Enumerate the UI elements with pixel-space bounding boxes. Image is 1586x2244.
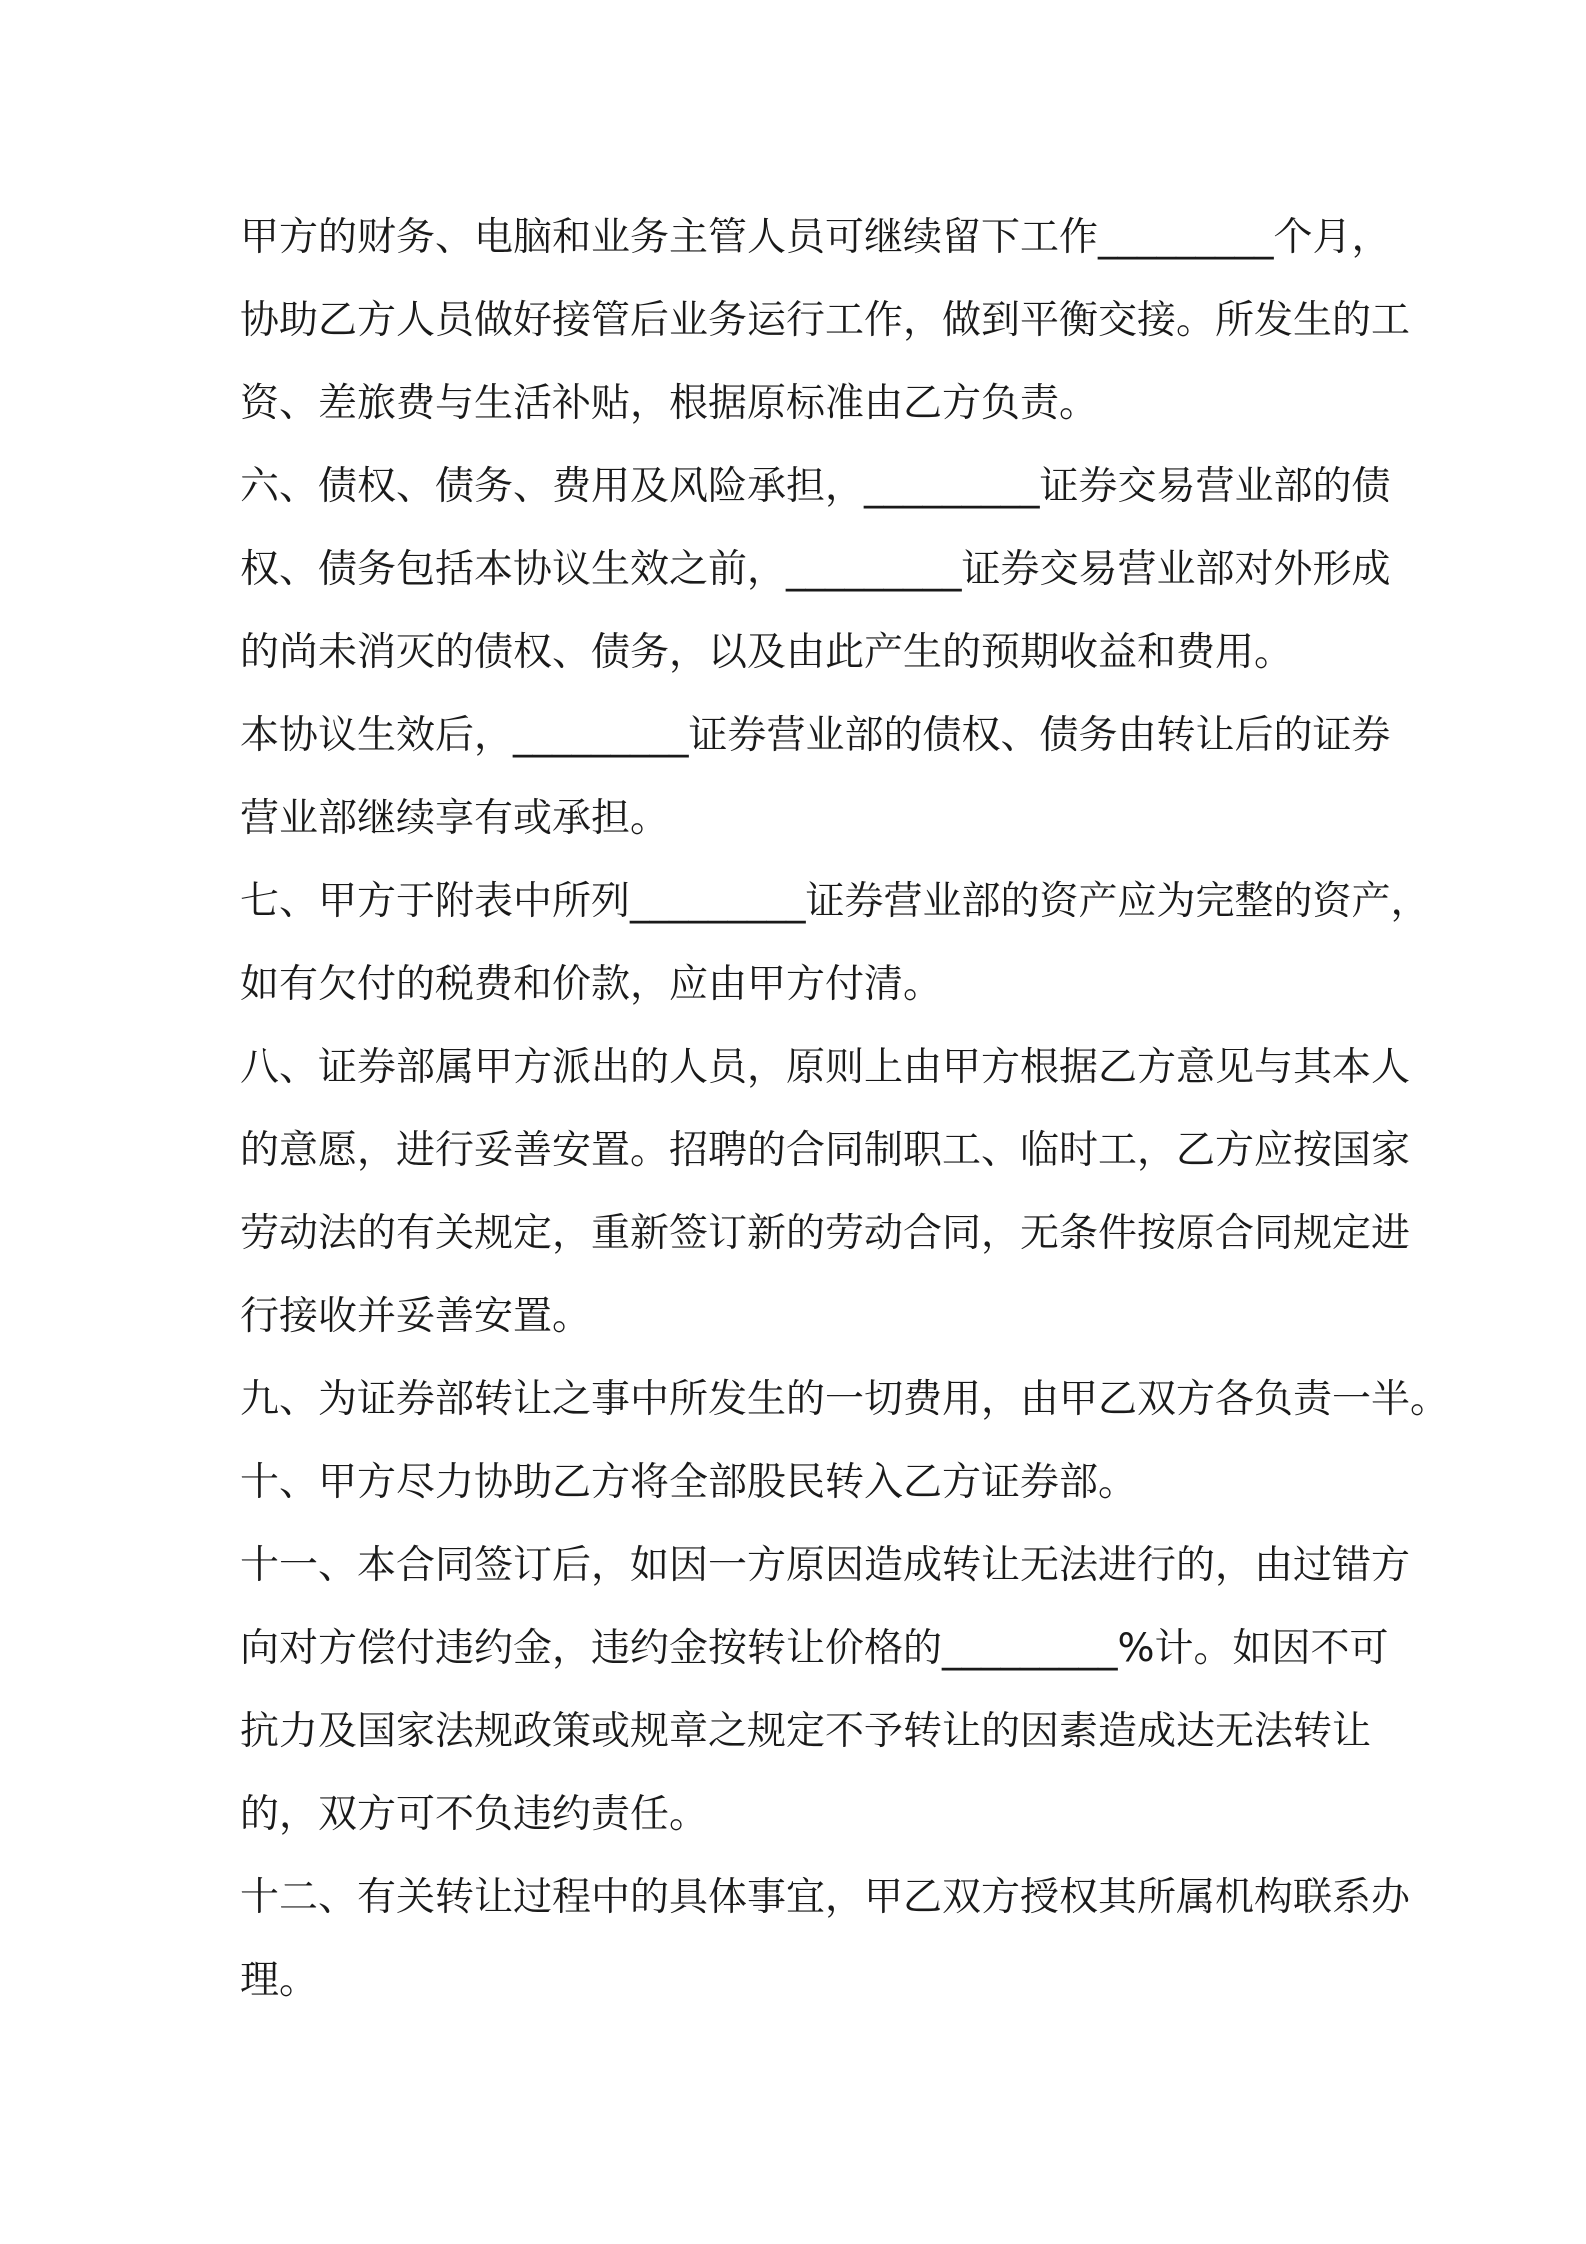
text-line: 的意愿，进行妥善安置。招聘的合同制职工、临时工，乙方应按国家 xyxy=(240,1128,1411,1173)
contract-text-block xyxy=(240,196,1450,2022)
text-line: 本协议生效后，_________证券营业部的债权、债务由转让后的证券 xyxy=(240,713,1391,758)
text-line: 九、为证券部转让之事中所发生的一切费用，由甲乙双方各负责一半。 xyxy=(240,1377,1450,1422)
text-line: 向对方偿付违约金，违约金按转让价格的_________%计。如因不可 xyxy=(240,1626,1389,1671)
text-line: 行接收并妥善安置。 xyxy=(240,1294,592,1339)
text-line: 如有欠付的税费和价款，应由甲方付清。 xyxy=(240,962,943,1007)
text-line: 甲方的财务、电脑和业务主管人员可继续留下工作_________个月， xyxy=(240,215,1391,260)
text-line: 抗力及国家法规政策或规章之规定不予转让的因素造成达无法转让 xyxy=(240,1709,1372,1754)
text-line: 权、债务包括本协议生效之前，_________证券交易营业部对外形成 xyxy=(240,547,1391,592)
text-line: 营业部继续享有或承担。 xyxy=(240,796,670,841)
text-line: 十二、有关转让过程中的具体事宜，甲乙双方授权其所属机构联系办 xyxy=(240,1875,1411,1920)
text-line: 协助乙方人员做好接管后业务运行工作，做到平衡交接。所发生的工 xyxy=(240,298,1411,343)
text-line: 八、证券部属甲方派出的人员，原则上由甲方根据乙方意见与其本人 xyxy=(240,1045,1411,1090)
text-line: 七、甲方于附表中所列_________证券营业部的资产应为完整的资产， xyxy=(240,879,1430,924)
text-line: 的尚未消灭的债权、债务，以及由此产生的预期收益和费用。 xyxy=(240,630,1294,675)
text-line: 理。 xyxy=(240,1958,319,2003)
text-line: 十一、本合同签订后，如因一方原因造成转让无法进行的，由过错方 xyxy=(240,1543,1411,1588)
text-line: 十、甲方尽力协助乙方将全部股民转入乙方证券部。 xyxy=(240,1460,1138,1505)
text-line: 劳动法的有关规定，重新签订新的劳动合同，无条件按原合同规定进 xyxy=(240,1211,1411,1256)
text-line: 资、差旅费与生活补贴，根据原标准由乙方负责。 xyxy=(240,381,1099,426)
text-line: 的，双方可不负违约责任。 xyxy=(240,1792,709,1837)
text-line: 六、债权、债务、费用及风险承担，_________证券交易营业部的债 xyxy=(240,464,1391,509)
